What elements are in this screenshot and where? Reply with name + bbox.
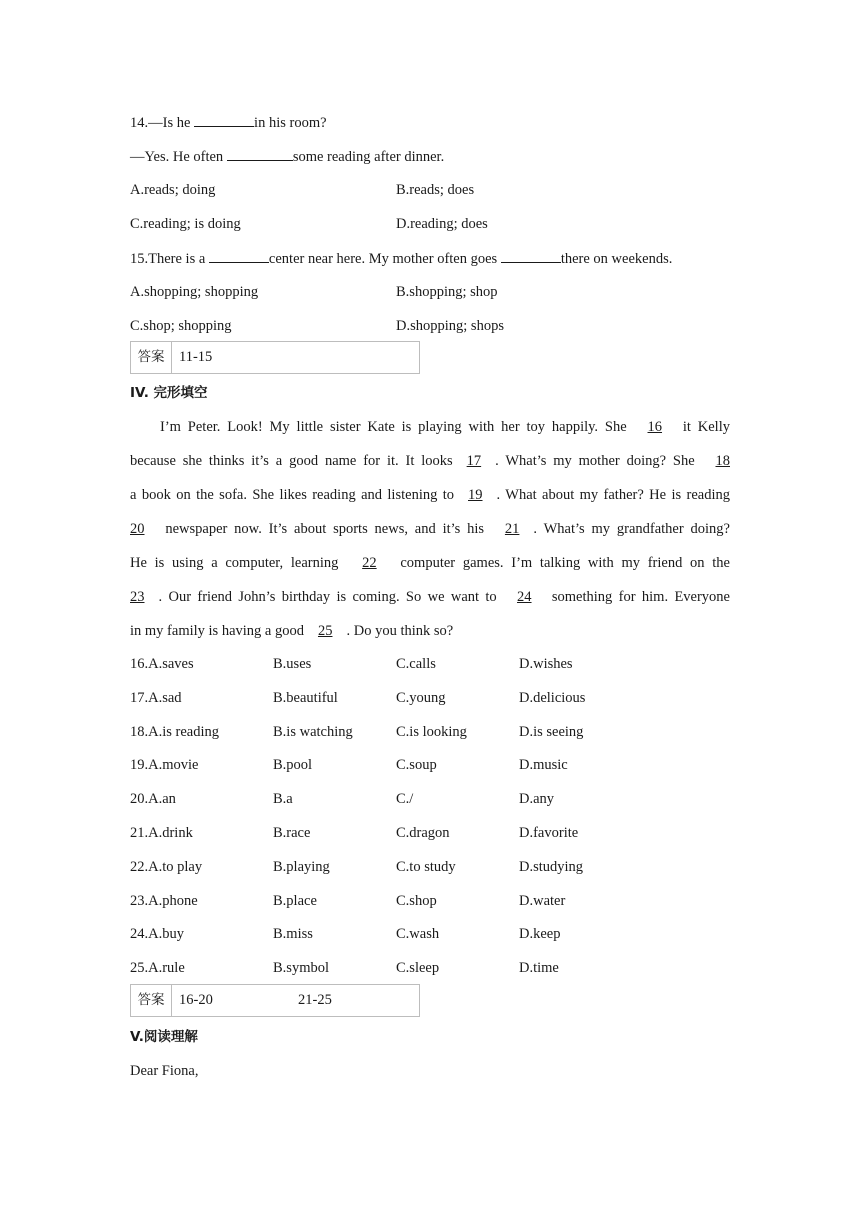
cloze-option: 25.A.rule — [130, 960, 185, 976]
answer-blank — [501, 248, 561, 263]
cloze-option: C.young — [396, 690, 446, 706]
q14-option-c: C.reading; is doing — [130, 216, 241, 232]
answer-blank — [194, 112, 254, 127]
q14-option-d: D.reading; does — [396, 216, 488, 232]
cloze-option: 19.A.movie — [130, 757, 199, 773]
answer-blank — [227, 146, 293, 161]
cloze-option: C.to study — [396, 859, 456, 875]
q14-stem: 14.—Is he in his room? — [130, 112, 327, 133]
cloze-option: D.music — [519, 757, 568, 773]
cloze-option: C.dragon — [396, 825, 450, 841]
cloze-option: C./ — [396, 791, 414, 807]
cloze-option: D.studying — [519, 859, 584, 875]
q14-option-b: B.reads; does — [396, 182, 475, 198]
cloze-option: B.symbol — [273, 960, 329, 976]
passage-line: 20 newspaper now. It’s about sports news, and it’s his 21 . What’s my grandfather doing? — [130, 521, 730, 537]
cloze-option: C.sleep — [396, 960, 440, 976]
cloze-option: 18.A.is reading — [130, 724, 219, 740]
answer-range: 16-20 — [179, 992, 213, 1008]
answer-label: 答案 — [131, 985, 172, 1016]
q15-option-c: C.shop; shopping — [130, 318, 232, 334]
letter-greeting: Dear Fiona, — [130, 1063, 199, 1079]
cloze-option: B.is watching — [273, 724, 353, 740]
cloze-option: B.place — [273, 893, 317, 909]
cloze-option: B.pool — [273, 757, 313, 773]
section-heading: V.阅读理解 — [130, 1029, 198, 1045]
q15-stem: 15.There is a center near here. My mother often goes there on weekends. — [130, 248, 672, 269]
cloze-option: 24.A.buy — [130, 926, 184, 942]
cloze-option: D.any — [519, 791, 555, 807]
answer-range: 21-25 — [298, 992, 332, 1008]
cloze-option: C.soup — [396, 757, 437, 773]
q14-reply: —Yes. He often some reading after dinner. — [130, 146, 444, 167]
cloze-option: C.shop — [396, 893, 437, 909]
passage-line: in my family is having a good 25 . Do you think so? — [130, 623, 454, 639]
cloze-option: D.delicious — [519, 690, 586, 706]
cloze-option: 23.A.phone — [130, 893, 198, 909]
cloze-option: C.calls — [396, 656, 436, 672]
passage-line: a book on the sofa. She likes reading and listening to 19 . What about my father? He is reading — [130, 487, 730, 503]
q15-option-d: D.shopping; shops — [396, 318, 504, 334]
cloze-option: B.beautiful — [273, 690, 338, 706]
cloze-option: C.wash — [396, 926, 440, 942]
answer-range: 11-15 — [179, 349, 213, 365]
cloze-option: 21.A.drink — [130, 825, 193, 841]
cloze-option: D.water — [519, 893, 566, 909]
cloze-option: D.favorite — [519, 825, 579, 841]
cloze-option: D.is seeing — [519, 724, 584, 740]
cloze-option: B.miss — [273, 926, 313, 942]
cloze-option: B.a — [273, 791, 293, 807]
cloze-option: 17.A.sad — [130, 690, 182, 706]
answer-box — [130, 341, 420, 374]
q14-option-a: A.reads; doing — [130, 182, 216, 198]
q15-option-a: A.shopping; shopping — [130, 284, 259, 300]
cloze-option: C.is looking — [396, 724, 467, 740]
cloze-option: D.keep — [519, 926, 561, 942]
passage-line: 23 . Our friend John’s birthday is coming. So we want to 24 something for him. Everyone — [130, 589, 730, 605]
cloze-option: 20.A.an — [130, 791, 176, 807]
passage-line: because she thinks it’s a good name for it. It looks 17 . What’s my mother doing? She 18 — [130, 453, 730, 469]
answer-box — [130, 984, 420, 1017]
cloze-option: 22.A.to play — [130, 859, 203, 875]
section-heading: IV. 完形填空 — [130, 385, 208, 401]
cloze-option: B.uses — [273, 656, 312, 672]
passage-line: I’m Peter. Look! My little sister Kate is playing with her toy happily. She 16 it Kelly — [160, 419, 730, 435]
q15-option-b: B.shopping; shop — [396, 284, 498, 300]
cloze-option: 16.A.saves — [130, 656, 194, 672]
cloze-option: D.time — [519, 960, 559, 976]
cloze-option: D.wishes — [519, 656, 573, 672]
answer-label: 答案 — [131, 342, 172, 373]
answer-blank — [209, 248, 269, 263]
passage-line: He is using a computer, learning 22 computer games. I’m talking with my friend on the — [130, 555, 730, 571]
cloze-option: B.race — [273, 825, 311, 841]
cloze-option: B.playing — [273, 859, 330, 875]
